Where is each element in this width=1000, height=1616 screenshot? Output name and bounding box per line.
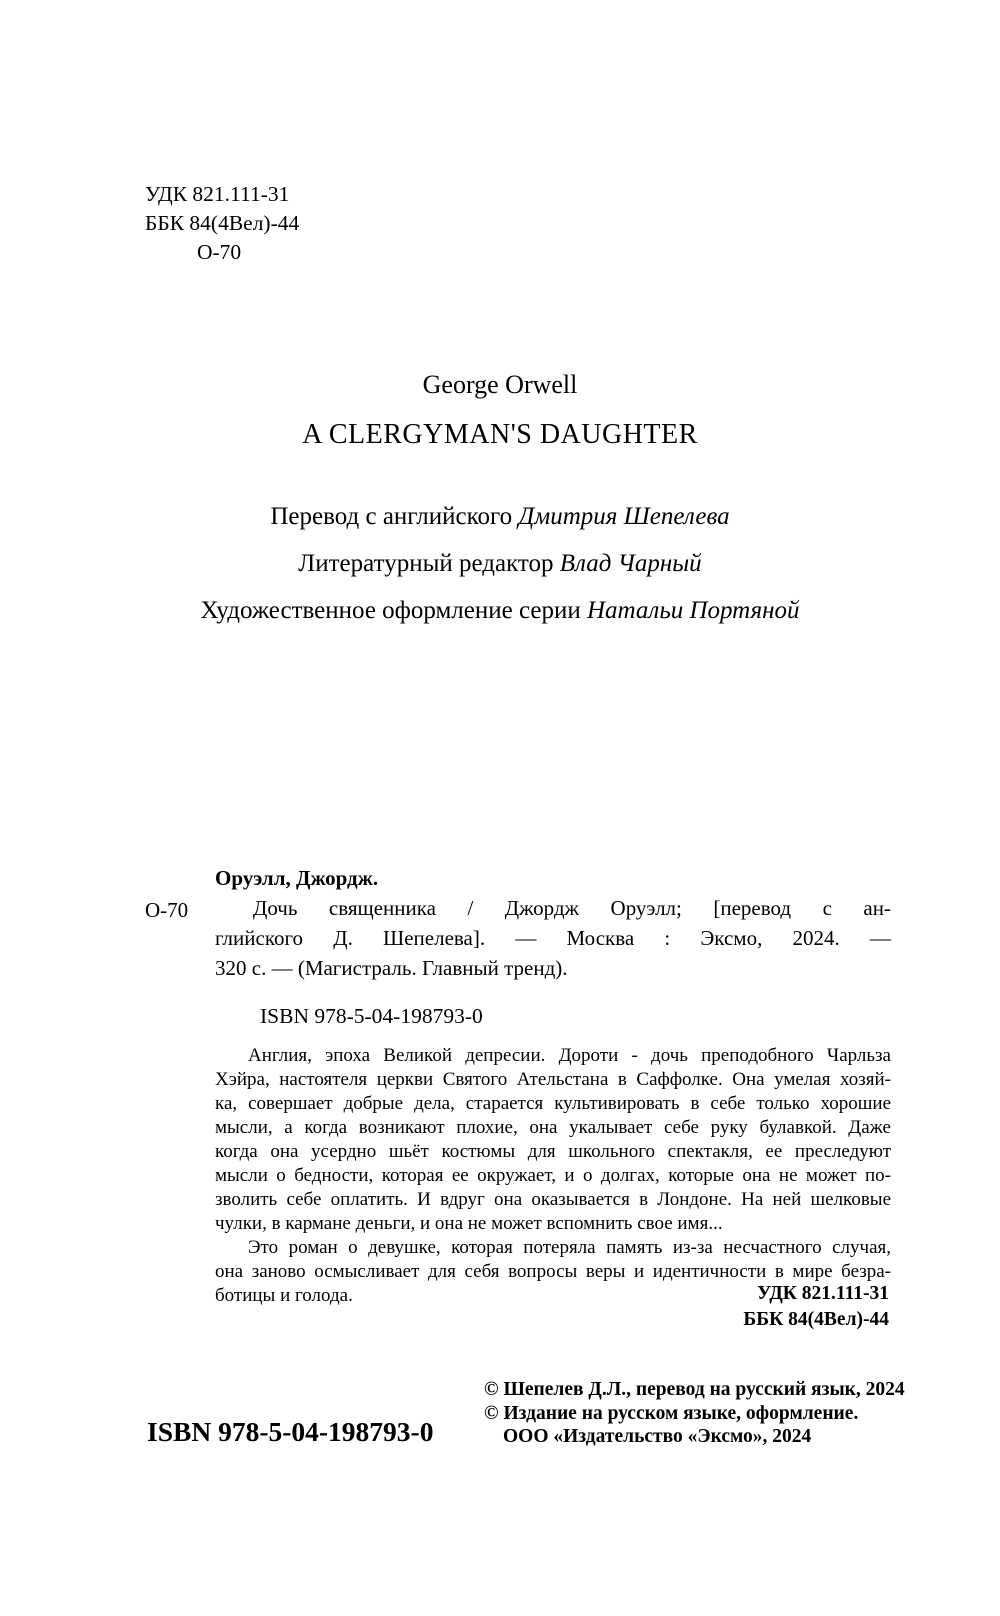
translator-credit [0, 503, 1000, 531]
author-sign-code-top: О-70 [197, 240, 242, 264]
annotation-line: Хэйра, настоятеля церкви Святого Ательстана в Саффолке. Она умелая хозяй- [215, 1069, 891, 1090]
annotation-line: чулки, в кармане деньги, и она не может вспомнить свое имя... [215, 1213, 723, 1234]
annotation-line: Англия, эпоха Великой депресии. Дороти - дочь преподобного Чарльза [248, 1045, 891, 1066]
translator-name: Дмитрия Шепелева [518, 503, 730, 530]
annotation-line: ка, совершает добрые дела, старается культивировать в себе только хорошие [215, 1093, 891, 1114]
bottom-classification-codes [743, 1281, 889, 1333]
book-original-title: A CLERGYMAN'S DAUGHTER [302, 419, 698, 450]
isbn-main: ISBN 978-5-04-198793-0 [147, 1416, 434, 1447]
author-name: George Orwell [422, 370, 578, 399]
author-sign-code-margin: О-70 [145, 898, 189, 922]
annotation-line: она заново осмысливает для себя вопросы веры и идентичности в мире безра- [215, 1261, 891, 1282]
annotation-line: Это роман о девушке, которая потеряла память из-за несчастного случая, [248, 1237, 891, 1258]
annotation-line: когда она усердно шьёт костюмы для школьного спектакля, ее преследуют [215, 1141, 891, 1162]
udc-code-top: УДК 821.111-31 [145, 182, 290, 206]
catalog-line: Дочь священника / Джордж Оруэлл; [перевод с ан- [253, 896, 891, 920]
copyright-publisher: ООО «Издательство «Эксмо», 2024 [503, 1426, 812, 1447]
catalog-card [145, 863, 891, 1031]
isbn-catalog: ISBN 978-5-04-198793-0 [260, 1004, 483, 1028]
annotation-line: зволить себе оплатить. И вдруг она оказывается в Лондоне. На ней шелковые [215, 1189, 891, 1210]
catalog-line: 320 с. — (Магистраль. Главный тренд). [215, 956, 568, 980]
top-classification-codes [145, 180, 299, 267]
copyright-edition: © Издание на русском языке, оформление. [484, 1402, 859, 1424]
editor-name: Влад Чарный [559, 550, 702, 577]
annotation-line: мысли, а когда возникают плохие, она укалывает себе руку булавкой. Даже [215, 1117, 891, 1138]
translator-credit-label: Перевод с английского [270, 503, 519, 530]
bbk-code-top: ББК 84(4Вел)-44 [145, 211, 300, 235]
editor-credit-label: Литературный редактор [298, 550, 560, 577]
annotation-block [215, 1044, 891, 1308]
catalog-line: глийского Д. Шепелева]. — Москва : Эксмо, 2024. — [215, 926, 891, 950]
designer-name: Натальи Портяной [587, 597, 800, 624]
designer-credit-label: Художественное оформление серии [200, 597, 587, 624]
catalog-description [215, 893, 891, 983]
editor-credit [0, 550, 1000, 578]
catalog-author-header: Оруэлл, Джордж. [215, 866, 379, 890]
bbk-code-bottom: ББК 84(4Вел)-44 [743, 1309, 889, 1330]
copyright-translation: © Шепелев Д.Л., перевод на русский язык, 2024 [484, 1379, 905, 1400]
credits-block [0, 503, 1000, 644]
udc-code-bottom: УДК 821.111-31 [757, 1283, 889, 1304]
designer-credit [0, 597, 1000, 625]
annotation-line: ботицы и голода. [215, 1285, 353, 1306]
copyright-block [484, 1378, 905, 1449]
annotation-line: мысли о бедности, которая ее окружает, и о долгах, которые она не может по- [215, 1165, 891, 1186]
